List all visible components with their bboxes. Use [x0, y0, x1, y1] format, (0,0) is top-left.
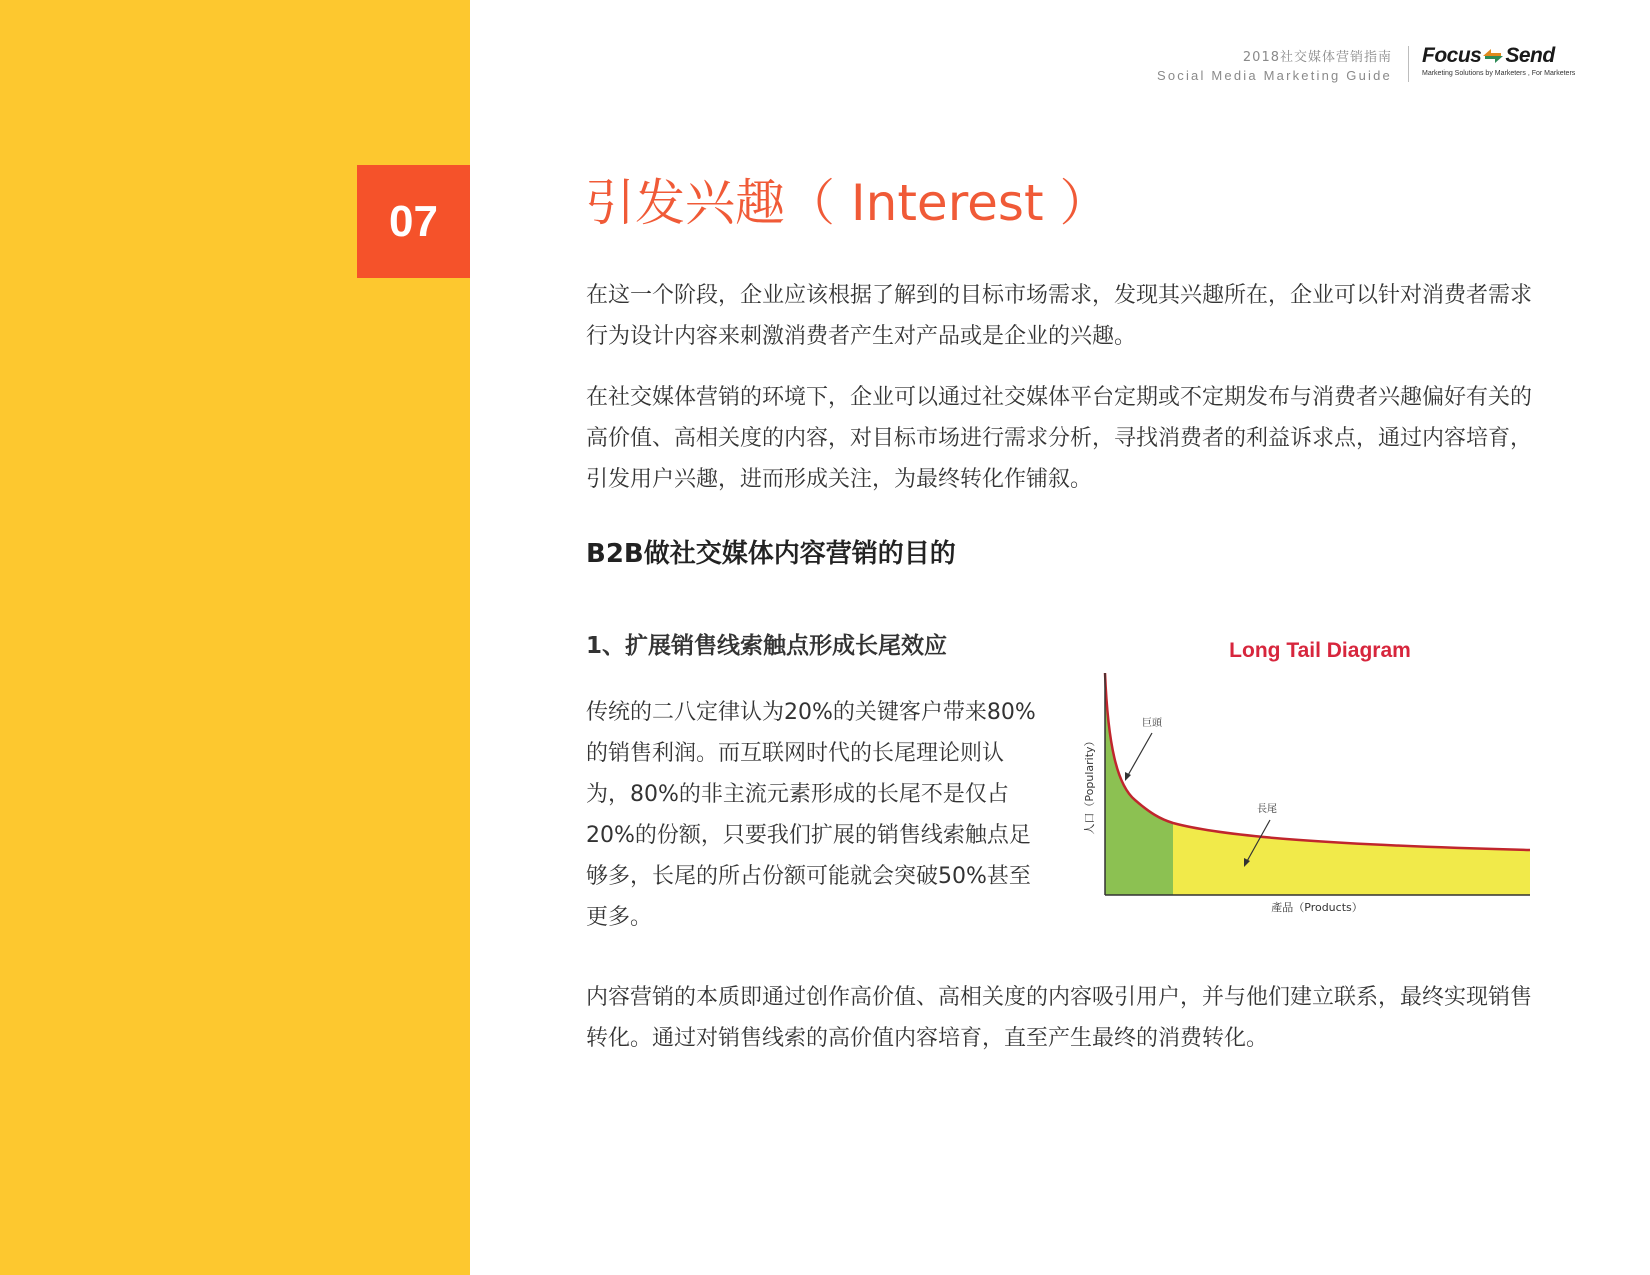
header-guide-title [1157, 46, 1392, 83]
guide-title-en: Social Media Marketing Guide [1156, 68, 1392, 83]
head-arrow [1127, 733, 1152, 777]
head-area [1105, 673, 1173, 895]
guide-title-cn: 2018社交媒体营销指南 [1242, 50, 1392, 65]
page-title: 引发兴趣（ Interest ） [585, 174, 1110, 232]
x-axis-label: 產品（Products） [1271, 901, 1363, 914]
head-arrowhead-icon [1125, 772, 1131, 781]
header-divider [1408, 46, 1409, 82]
long-tail-diagram [1075, 635, 1545, 920]
logo-arrows-icon [1481, 47, 1505, 65]
tail-label: 長尾 [1257, 804, 1277, 815]
head-label: 巨頭 [1142, 718, 1162, 729]
closing-paragraph: 内容营销的本质即通过创作高价值、高相关度的内容吸引用户，并与他们建立联系，最终实现销售转化。通过对销售线索的高价值内容培育，直至产生最终的消费转化。 [586, 985, 1533, 1051]
long-tail-paragraph: 传统的二八定律认为20%的关键客户带来80%的销售利润。而互联网时代的长尾理论则认为，80%的非主流元素形成的长尾不是仅占20%的份额，只要我们扩展的销售线索触点足够多，长尾的所占份额可能就会突破50%甚至更多。 [586, 700, 1036, 930]
sub-heading: 1、扩展销售线索触点形成长尾效应 [586, 633, 948, 659]
y-axis-label: 人口（Popularity） [1083, 735, 1096, 835]
intro-paragraph-2: 在社交媒体营销的环境下，企业可以通过社交媒体平台定期或不定期发布与消费者兴趣偏好有关的高价值、高相关度的内容，对目标市场进行需求分析，寻找消费者的利益诉求点，通过内容培育，引发用户兴趣，进而形成关注，为最终转化作铺叙。 [586, 385, 1533, 492]
intro-paragraph-1: 在这一个阶段，企业应该根据了解到的目标市场需求，发现其兴趣所在，企业可以针对消费者需求行为设计内容来刺激消费者产生对产品或是企业的兴趣。 [586, 283, 1533, 349]
logo-tagline: Marketing Solutions by Marketers , For Marketers [1422, 70, 1576, 77]
section-heading: B2B做社交媒体内容营销的目的 [586, 539, 956, 569]
page-number: 07 [357, 165, 470, 278]
focussend-logo [1422, 44, 1592, 77]
logo-word-send: Send [1505, 44, 1555, 67]
diagram-title: Long Tail Diagram [1229, 639, 1411, 662]
logo-word-focus: Focus [1422, 44, 1482, 67]
